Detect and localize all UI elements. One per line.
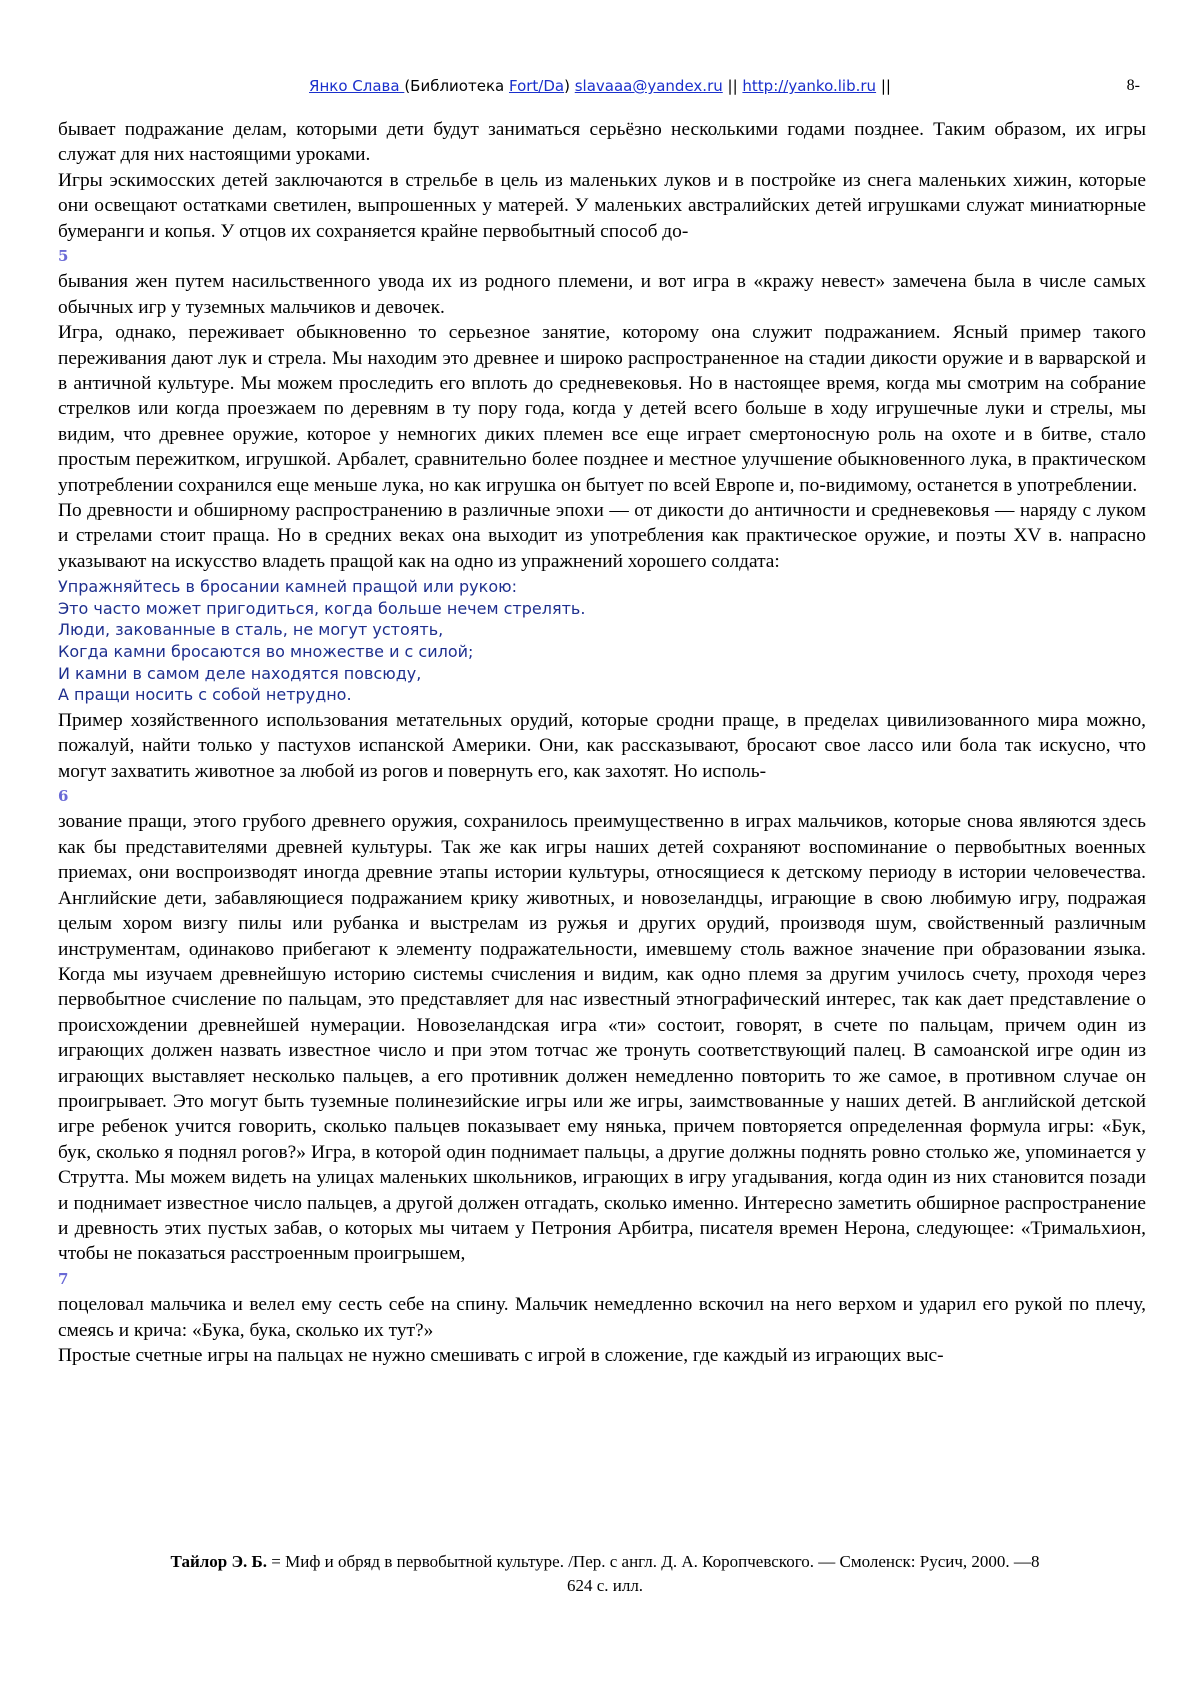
paragraph: поцеловал мальчика и велел ему сесть себе на спину. Мальчик немедленно вскочил на него верхом и ударил его рукой по плечу, смеясь и крича: «Бука, бука, сколько их тут?»: [58, 1294, 1146, 1341]
paragraph: Игра, однако, переживает обыкновенно то серьезное занятие, которому она служит подражанием. Ясный пример такого переживания дают лук и стрела. Мы находим это древнее и широко распространенное на стадии дикости оружие и в варварской и в античной культуре. Мы можем проследить его вплоть до средневековья. Но в настоящее время, когда мы смотрим на собрание стрелков или когда проезжаем по деревням в ту пору года, когда у детей всего больше в ходу игрушечные луки и стрелы, мы видим, что древнее оружие, которое у немногих диких племен все еще играет смертоносную роль на охоте и в битве, стало простым пережитком, игрушкой. Арбалет, сравнительно более позднее и местное улучшение обыкновенного лука, в практическом употреблении сохранился еще меньше лука, но как игрушка он бытует по всей Европе и, по-видимому, останется в употреблении.: [58, 322, 1146, 496]
library-suffix: ): [564, 77, 575, 95]
poem-line: Люди, закованные в сталь, не могут устоять,: [58, 620, 444, 640]
page-footer: [60, 1550, 1150, 1598]
footer-citation: [60, 1550, 1150, 1574]
footer-citation-text: = Миф и обряд в первобытной культуре. /Пер. с англ. Д. А. Коропчевского. — Смоленск: Русич, 2000. —: [267, 1552, 1031, 1571]
paragraph: бывания жен путем насильственного увода их из родного племени, и вот игра в «кражу невест» замечена была в числе самых обычных игр у туземных мальчиков и девочек.: [58, 271, 1146, 318]
footer-author: Тайлор Э. Б.: [170, 1552, 268, 1571]
page-number: 8-: [1126, 77, 1140, 94]
paragraph: бывает подражание делам, которыми дети будут заниматься серьёзно несколькими годами позднее. Таким образом, их игры служат для них настоящими уроками.: [58, 119, 1146, 166]
paragraph: Пример хозяйственного использования метательных орудий, которые сродни праще, в пределах цивилизованного мира можно, пожалуй, найти только у пастухов испанской Америки. Они, как рассказывают, бросают свое лассо или бола так искусно, что могут захватить животное за любой из рогов и повернуть его, как захотят. Но исполь-: [58, 709, 1146, 782]
poem-quote: [58, 576, 1146, 706]
body-text: [58, 117, 1146, 1368]
author-link[interactable]: Янко Слава: [309, 77, 405, 95]
site-link[interactable]: http://yanko.lib.ru: [742, 77, 877, 95]
header-separator: ||: [876, 77, 891, 95]
page-marker: 5: [58, 247, 69, 266]
poem-line: Когда камни бросаются во множестве и с силой;: [58, 642, 474, 662]
library-link[interactable]: Fort/Da: [508, 77, 565, 95]
page-marker: 6: [58, 787, 69, 806]
email-link[interactable]: slavaaa@yandex.ru: [574, 77, 723, 95]
page-header: [0, 72, 1200, 100]
poem-line: И камни в самом деле находятся повсюду,: [58, 663, 422, 683]
poem-line: Это часто может пригодиться, когда больше нечем стрелять.: [58, 598, 586, 618]
library-prefix: (Библиотека: [404, 77, 509, 95]
page-marker: 7: [58, 1269, 69, 1288]
paragraph: зование пращи, этого грубого древнего оружия, сохранилось преимущественно в играх мальчиков, которые снова являются здесь как бы представителями древней культуры. Так же как игры наших детей сохраняют воспоминание о первобытных военных приемах, они воспроизводят иногда древние этапы истории культуры, относящиеся к детскому периоду в истории человечества. Английские дети, забавляющиеся подражанием крику животных, и новозеландцы, играющие в свою любимую игру, подражая целым хором визгу пилы или рубанка и выстрелам из ружья и других орудий, производя шум, свойственный различным инструментам, одинаково прибегают к элементу подражательности, имевшему столь важное значение при образовании языка. Когда мы изучаем древнейшую историю системы счисления и видим, как одно племя за другим училось счету, проходя через первобытное счисление по пальцам, это представляет для нас известный этнографический интерес, так как дает представление о происхождении древнейшей нумерации. Новозеландская игра «ти» состоит, говорят, в счете по пальцам, причем один из играющих должен назвать известное число и при этом тотчас же тронуть соответствующий палец. В самоанской игре один из играющих выставляет несколько пальцев, а его противник должен немедленно повторить то же самое, в противном случае он проигрывает. Это могут быть туземные полинезийские игры или же игры, заимствованные у наших детей. В английской детской игре ребенок учится говорить, сколько пальцев показывает ему нянька, причем повторяется определенная формула игры: «Бук, бук, сколько я поднял рогов?» Игра, в которой один поднимает пальцы, а другие должны поднять ровно столько же, упоминается у Струтта. Мы можем видеть на улицах маленьких школьников, играющих в игру угадывания, когда один из них становится позади и поднимает известное число пальцев, а другой должен отгадать, сколько именно. Интересно заметить обширное распространение и древность этих пустых забав, о которых мы читаем у Петрония Арбитра, писателя времен Нерона, следующее: «Тримальхион, чтобы не показаться расстроенным проигрышем,: [58, 811, 1146, 1265]
header-separator: ||: [722, 77, 743, 95]
footer-pages: 624 с. илл.: [566, 1576, 644, 1595]
paragraph: По древности и обширному распространению в различные эпохи — от дикости до античности и средневековья — наряду с луком и стрелами стоит праща. Но в средних веках она выходит из употребления как практическое оружие, и поэты XV в. напрасно указывают на искусство владеть пращой как на одно из упражнений хорошего солдата:: [58, 500, 1146, 572]
paragraph: Игры эскимосских детей заключаются в стрельбе в цель из маленьких луков и в постройке из снега маленьких хижин, которые они освещают остатками светилен, выпрошенных у матерей. У маленьких австралийских детей игрушками служат миниатюрные бумеранги и копья. У отцов их сохраняется крайне первобытный способ до-: [58, 169, 1146, 242]
poem-line: А пращи носить с собой нетрудно.: [58, 685, 352, 705]
footer-page-ref: 8: [1030, 1552, 1040, 1571]
paragraph: Простые счетные игры на пальцах не нужно смешивать с игрой в сложение, где каждый из играющих выс-: [58, 1344, 944, 1366]
poem-line: Упражняйтесь в бросании камней пращой или рукою:: [58, 577, 517, 597]
